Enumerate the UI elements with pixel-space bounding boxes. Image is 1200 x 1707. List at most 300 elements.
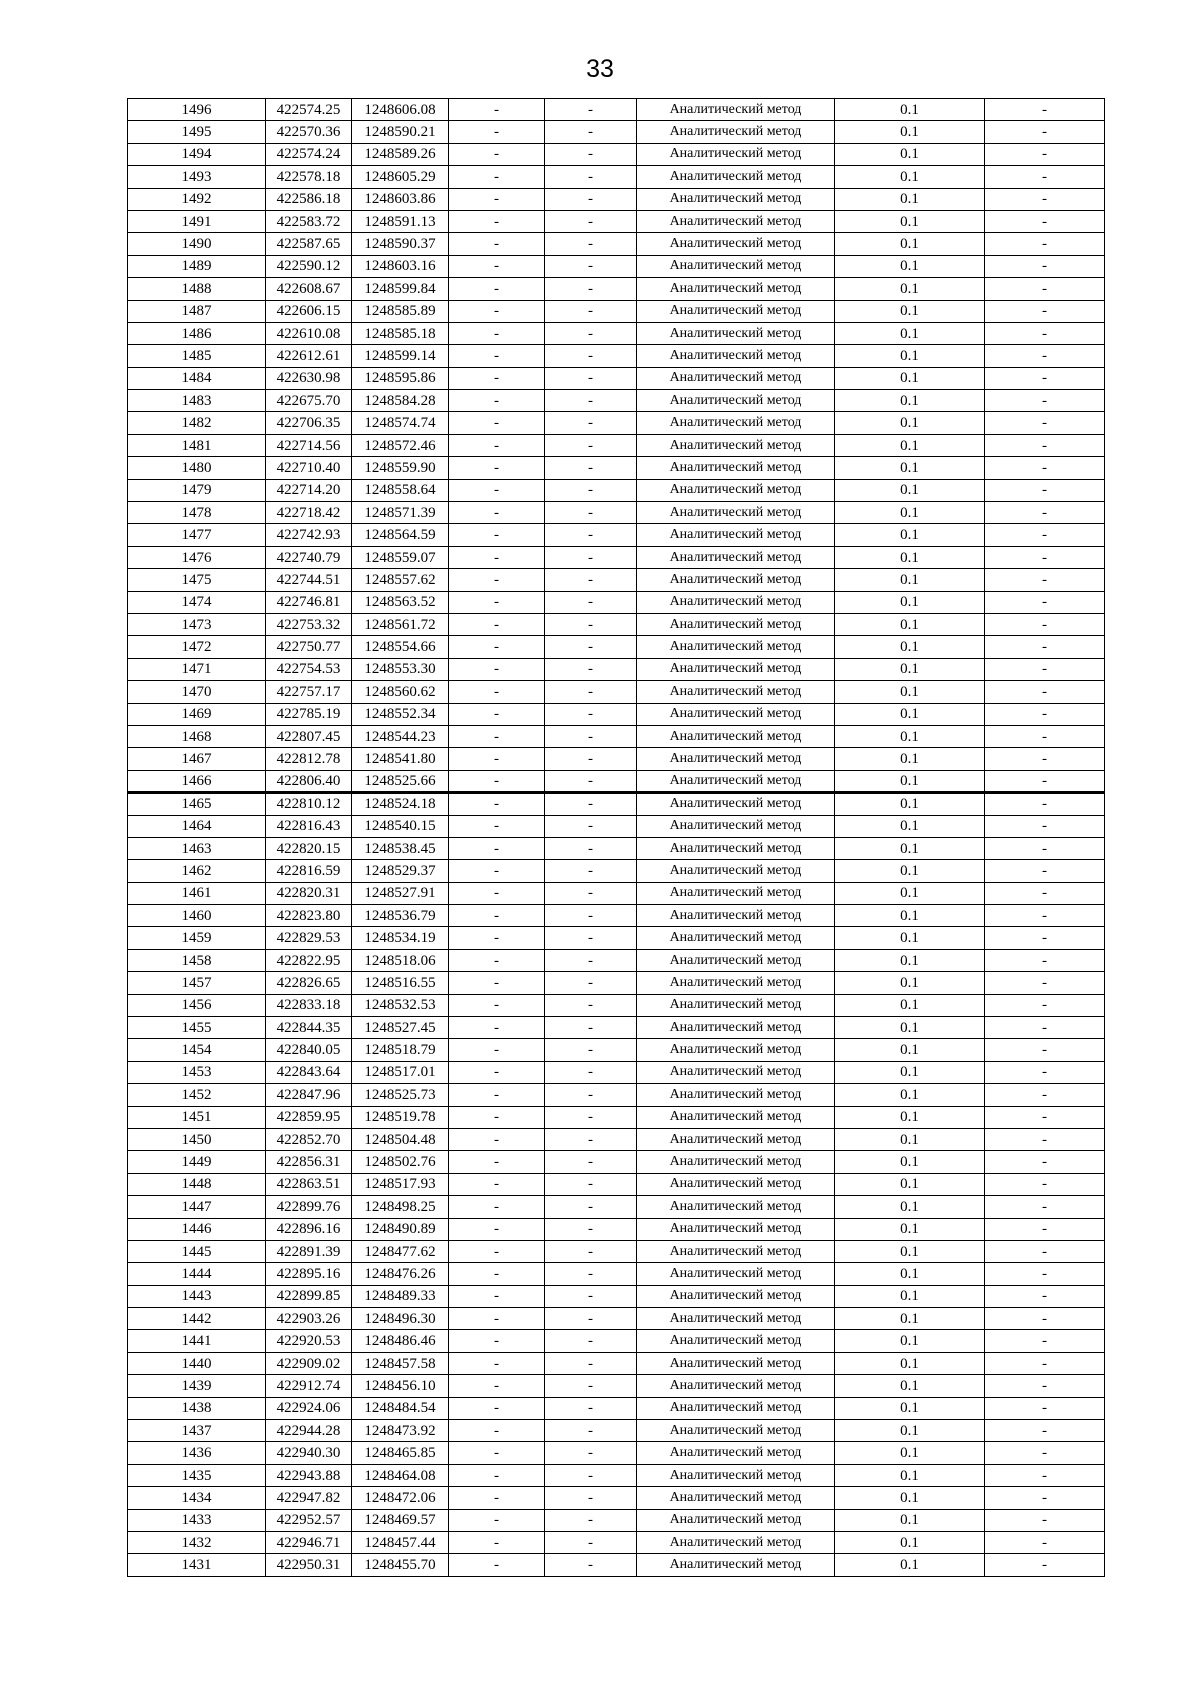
table-row — [128, 1017, 1105, 1039]
cell-col-dash-3: - — [985, 546, 1105, 568]
table-row — [128, 546, 1105, 568]
cell-x-coordinate: 422891.39 — [266, 1240, 352, 1262]
cell-accuracy: 0.1 — [835, 927, 985, 949]
table-row — [128, 658, 1105, 680]
cell-col-dash-2: - — [545, 1039, 637, 1061]
cell-col-dash-2: - — [545, 412, 637, 434]
cell-col-dash-3: - — [985, 613, 1105, 635]
cell-y-coordinate: 1248532.53 — [352, 994, 449, 1016]
cell-point-number: 1479 — [128, 479, 266, 501]
cell-accuracy: 0.1 — [835, 1554, 985, 1576]
cell-col-dash-3: - — [985, 367, 1105, 389]
cell-col-dash-1: - — [449, 322, 545, 344]
cell-accuracy: 0.1 — [835, 905, 985, 927]
cell-col-dash-3: - — [985, 1218, 1105, 1240]
cell-y-coordinate: 1248560.62 — [352, 681, 449, 703]
cell-accuracy: 0.1 — [835, 434, 985, 456]
cell-col-dash-1: - — [449, 1240, 545, 1262]
cell-col-dash-2: - — [545, 793, 637, 815]
table-row — [128, 1084, 1105, 1106]
table-row — [128, 233, 1105, 255]
cell-accuracy: 0.1 — [835, 278, 985, 300]
cell-col-dash-3: - — [985, 725, 1105, 747]
cell-col-dash-2: - — [545, 1151, 637, 1173]
cell-col-dash-2: - — [545, 882, 637, 904]
cell-col-dash-2: - — [545, 1420, 637, 1442]
cell-x-coordinate: 422899.76 — [266, 1196, 352, 1218]
cell-point-number: 1483 — [128, 390, 266, 412]
table-row — [128, 994, 1105, 1016]
cell-point-number: 1469 — [128, 703, 266, 725]
cell-point-number: 1463 — [128, 837, 266, 859]
cell-col-dash-2: - — [545, 1240, 637, 1262]
cell-method: Аналитический метод — [637, 1352, 835, 1374]
cell-col-dash-3: - — [985, 972, 1105, 994]
cell-method: Аналитический метод — [637, 882, 835, 904]
cell-x-coordinate: 422807.45 — [266, 725, 352, 747]
cell-col-dash-2: - — [545, 434, 637, 456]
cell-col-dash-2: - — [545, 322, 637, 344]
cell-x-coordinate: 422750.77 — [266, 636, 352, 658]
cell-col-dash-2: - — [545, 972, 637, 994]
cell-y-coordinate: 1248464.08 — [352, 1464, 449, 1486]
cell-point-number: 1467 — [128, 748, 266, 770]
table-row — [128, 1218, 1105, 1240]
table-row — [128, 278, 1105, 300]
table-row — [128, 255, 1105, 277]
cell-y-coordinate: 1248490.89 — [352, 1218, 449, 1240]
cell-accuracy: 0.1 — [835, 949, 985, 971]
cell-accuracy: 0.1 — [835, 300, 985, 322]
cell-col-dash-1: - — [449, 479, 545, 501]
cell-y-coordinate: 1248544.23 — [352, 725, 449, 747]
cell-col-dash-3: - — [985, 233, 1105, 255]
cell-col-dash-1: - — [449, 1420, 545, 1442]
cell-x-coordinate: 422920.53 — [266, 1330, 352, 1352]
cell-col-dash-2: - — [545, 725, 637, 747]
cell-col-dash-3: - — [985, 1061, 1105, 1083]
cell-x-coordinate: 422829.53 — [266, 927, 352, 949]
cell-col-dash-3: - — [985, 1375, 1105, 1397]
cell-x-coordinate: 422714.20 — [266, 479, 352, 501]
cell-y-coordinate: 1248472.06 — [352, 1487, 449, 1509]
cell-col-dash-1: - — [449, 1375, 545, 1397]
cell-point-number: 1449 — [128, 1151, 266, 1173]
cell-method: Аналитический метод — [637, 255, 835, 277]
cell-y-coordinate: 1248517.93 — [352, 1173, 449, 1195]
cell-method: Аналитический метод — [637, 188, 835, 210]
cell-accuracy: 0.1 — [835, 1330, 985, 1352]
cell-col-dash-1: - — [449, 972, 545, 994]
table-row — [128, 1285, 1105, 1307]
cell-col-dash-1: - — [449, 188, 545, 210]
table-row — [128, 322, 1105, 344]
cell-x-coordinate: 422574.25 — [266, 99, 352, 121]
cell-accuracy: 0.1 — [835, 367, 985, 389]
table-row — [128, 1061, 1105, 1083]
cell-accuracy: 0.1 — [835, 390, 985, 412]
cell-col-dash-1: - — [449, 255, 545, 277]
cell-method: Аналитический метод — [637, 143, 835, 165]
cell-col-dash-1: - — [449, 546, 545, 568]
cell-col-dash-3: - — [985, 479, 1105, 501]
cell-col-dash-2: - — [545, 1128, 637, 1150]
cell-point-number: 1473 — [128, 613, 266, 635]
cell-method: Аналитический метод — [637, 1218, 835, 1240]
cell-method: Аналитический метод — [637, 1285, 835, 1307]
cell-col-dash-1: - — [449, 703, 545, 725]
cell-col-dash-1: - — [449, 636, 545, 658]
cell-method: Аналитический метод — [637, 748, 835, 770]
cell-y-coordinate: 1248557.62 — [352, 569, 449, 591]
cell-method: Аналитический метод — [637, 345, 835, 367]
cell-y-coordinate: 1248554.66 — [352, 636, 449, 658]
cell-col-dash-2: - — [545, 927, 637, 949]
table-row — [128, 121, 1105, 143]
cell-col-dash-2: - — [545, 591, 637, 613]
cell-col-dash-3: - — [985, 1084, 1105, 1106]
cell-point-number: 1470 — [128, 681, 266, 703]
coordinates-table — [127, 98, 1105, 1577]
cell-method: Аналитический метод — [637, 524, 835, 546]
cell-accuracy: 0.1 — [835, 1263, 985, 1285]
cell-method: Аналитический метод — [637, 367, 835, 389]
cell-col-dash-2: - — [545, 1375, 637, 1397]
cell-x-coordinate: 422822.95 — [266, 949, 352, 971]
cell-accuracy: 0.1 — [835, 1487, 985, 1509]
cell-col-dash-2: - — [545, 994, 637, 1016]
cell-x-coordinate: 422863.51 — [266, 1173, 352, 1195]
table-row — [128, 636, 1105, 658]
cell-col-dash-1: - — [449, 1151, 545, 1173]
cell-x-coordinate: 422570.36 — [266, 121, 352, 143]
cell-col-dash-3: - — [985, 927, 1105, 949]
cell-y-coordinate: 1248553.30 — [352, 658, 449, 680]
cell-accuracy: 0.1 — [835, 1352, 985, 1374]
cell-col-dash-2: - — [545, 300, 637, 322]
cell-accuracy: 0.1 — [835, 703, 985, 725]
cell-method: Аналитический метод — [637, 1308, 835, 1330]
cell-col-dash-2: - — [545, 1397, 637, 1419]
cell-y-coordinate: 1248529.37 — [352, 860, 449, 882]
table-row — [128, 1554, 1105, 1576]
cell-accuracy: 0.1 — [835, 770, 985, 792]
cell-point-number: 1459 — [128, 927, 266, 949]
cell-method: Аналитический метод — [637, 1196, 835, 1218]
cell-method: Аналитический метод — [637, 658, 835, 680]
cell-col-dash-3: - — [985, 703, 1105, 725]
cell-x-coordinate: 422950.31 — [266, 1554, 352, 1576]
cell-y-coordinate: 1248599.84 — [352, 278, 449, 300]
cell-col-dash-3: - — [985, 1263, 1105, 1285]
cell-y-coordinate: 1248457.44 — [352, 1532, 449, 1554]
cell-point-number: 1485 — [128, 345, 266, 367]
cell-point-number: 1456 — [128, 994, 266, 1016]
cell-point-number: 1461 — [128, 882, 266, 904]
cell-accuracy: 0.1 — [835, 636, 985, 658]
cell-point-number: 1472 — [128, 636, 266, 658]
cell-method: Аналитический метод — [637, 390, 835, 412]
cell-point-number: 1455 — [128, 1017, 266, 1039]
table-row — [128, 1263, 1105, 1285]
cell-col-dash-1: - — [449, 860, 545, 882]
table-row — [128, 367, 1105, 389]
cell-x-coordinate: 422895.16 — [266, 1263, 352, 1285]
cell-method: Аналитический метод — [637, 613, 835, 635]
cell-col-dash-3: - — [985, 502, 1105, 524]
cell-col-dash-1: - — [449, 905, 545, 927]
cell-col-dash-2: - — [545, 1554, 637, 1576]
cell-x-coordinate: 422840.05 — [266, 1039, 352, 1061]
cell-point-number: 1433 — [128, 1509, 266, 1531]
table-row — [128, 815, 1105, 837]
table-row — [128, 1330, 1105, 1352]
cell-col-dash-3: - — [985, 390, 1105, 412]
cell-col-dash-2: - — [545, 546, 637, 568]
cell-method: Аналитический метод — [637, 457, 835, 479]
cell-accuracy: 0.1 — [835, 479, 985, 501]
cell-point-number: 1444 — [128, 1263, 266, 1285]
cell-method: Аналитический метод — [637, 860, 835, 882]
cell-method: Аналитический метод — [637, 1084, 835, 1106]
cell-accuracy: 0.1 — [835, 345, 985, 367]
cell-point-number: 1495 — [128, 121, 266, 143]
cell-point-number: 1436 — [128, 1442, 266, 1464]
table-row — [128, 166, 1105, 188]
cell-accuracy: 0.1 — [835, 1173, 985, 1195]
cell-point-number: 1478 — [128, 502, 266, 524]
cell-y-coordinate: 1248496.30 — [352, 1308, 449, 1330]
cell-accuracy: 0.1 — [835, 591, 985, 613]
cell-method: Аналитический метод — [637, 994, 835, 1016]
cell-col-dash-3: - — [985, 1017, 1105, 1039]
cell-point-number: 1481 — [128, 434, 266, 456]
table-row — [128, 1308, 1105, 1330]
cell-y-coordinate: 1248455.70 — [352, 1554, 449, 1576]
table-row — [128, 703, 1105, 725]
cell-point-number: 1496 — [128, 99, 266, 121]
cell-col-dash-3: - — [985, 345, 1105, 367]
cell-y-coordinate: 1248540.15 — [352, 815, 449, 837]
cell-point-number: 1453 — [128, 1061, 266, 1083]
cell-col-dash-3: - — [985, 1151, 1105, 1173]
cell-col-dash-3: - — [985, 322, 1105, 344]
cell-y-coordinate: 1248572.46 — [352, 434, 449, 456]
cell-accuracy: 0.1 — [835, 1442, 985, 1464]
cell-x-coordinate: 422856.31 — [266, 1151, 352, 1173]
cell-method: Аналитический метод — [637, 1061, 835, 1083]
cell-col-dash-1: - — [449, 524, 545, 546]
cell-col-dash-1: - — [449, 613, 545, 635]
cell-point-number: 1441 — [128, 1330, 266, 1352]
cell-point-number: 1465 — [128, 793, 266, 815]
cell-x-coordinate: 422742.93 — [266, 524, 352, 546]
cell-accuracy: 0.1 — [835, 1106, 985, 1128]
cell-col-dash-1: - — [449, 1128, 545, 1150]
cell-x-coordinate: 422844.35 — [266, 1017, 352, 1039]
cell-col-dash-2: - — [545, 681, 637, 703]
table-row — [128, 1375, 1105, 1397]
cell-col-dash-1: - — [449, 1509, 545, 1531]
table-row — [128, 1532, 1105, 1554]
cell-point-number: 1480 — [128, 457, 266, 479]
cell-col-dash-2: - — [545, 210, 637, 232]
cell-col-dash-1: - — [449, 412, 545, 434]
table-row — [128, 412, 1105, 434]
cell-x-coordinate: 422859.95 — [266, 1106, 352, 1128]
cell-col-dash-1: - — [449, 1263, 545, 1285]
table-row — [128, 882, 1105, 904]
cell-x-coordinate: 422608.67 — [266, 278, 352, 300]
cell-col-dash-2: - — [545, 188, 637, 210]
cell-y-coordinate: 1248527.91 — [352, 882, 449, 904]
table-row — [128, 591, 1105, 613]
cell-y-coordinate: 1248534.19 — [352, 927, 449, 949]
cell-accuracy: 0.1 — [835, 1196, 985, 1218]
cell-col-dash-2: - — [545, 1509, 637, 1531]
cell-accuracy: 0.1 — [835, 412, 985, 434]
cell-method: Аналитический метод — [637, 1039, 835, 1061]
cell-point-number: 1457 — [128, 972, 266, 994]
cell-y-coordinate: 1248559.90 — [352, 457, 449, 479]
cell-col-dash-2: - — [545, 457, 637, 479]
cell-method: Аналитический метод — [637, 546, 835, 568]
cell-method: Аналитический метод — [637, 681, 835, 703]
cell-x-coordinate: 422903.26 — [266, 1308, 352, 1330]
cell-col-dash-3: - — [985, 1554, 1105, 1576]
cell-method: Аналитический метод — [637, 1173, 835, 1195]
cell-accuracy: 0.1 — [835, 121, 985, 143]
cell-point-number: 1447 — [128, 1196, 266, 1218]
table-row — [128, 837, 1105, 859]
cell-col-dash-2: - — [545, 121, 637, 143]
cell-method: Аналитический метод — [637, 479, 835, 501]
cell-col-dash-2: - — [545, 1308, 637, 1330]
cell-col-dash-1: - — [449, 1308, 545, 1330]
cell-col-dash-1: - — [449, 1173, 545, 1195]
cell-x-coordinate: 422744.51 — [266, 569, 352, 591]
cell-accuracy: 0.1 — [835, 210, 985, 232]
cell-col-dash-1: - — [449, 345, 545, 367]
cell-y-coordinate: 1248559.07 — [352, 546, 449, 568]
cell-col-dash-1: - — [449, 233, 545, 255]
cell-y-coordinate: 1248585.18 — [352, 322, 449, 344]
cell-col-dash-2: - — [545, 658, 637, 680]
table-row — [128, 457, 1105, 479]
cell-accuracy: 0.1 — [835, 1039, 985, 1061]
cell-x-coordinate: 422757.17 — [266, 681, 352, 703]
cell-col-dash-1: - — [449, 725, 545, 747]
cell-method: Аналитический метод — [637, 636, 835, 658]
cell-col-dash-1: - — [449, 837, 545, 859]
cell-y-coordinate: 1248525.73 — [352, 1084, 449, 1106]
cell-col-dash-1: - — [449, 1196, 545, 1218]
cell-col-dash-3: - — [985, 837, 1105, 859]
table-row — [128, 188, 1105, 210]
table-row — [128, 793, 1105, 815]
cell-y-coordinate: 1248561.72 — [352, 613, 449, 635]
cell-col-dash-3: - — [985, 1420, 1105, 1442]
cell-col-dash-3: - — [985, 1173, 1105, 1195]
cell-col-dash-1: - — [449, 1464, 545, 1486]
table-row — [128, 390, 1105, 412]
cell-point-number: 1440 — [128, 1352, 266, 1374]
cell-y-coordinate: 1248504.48 — [352, 1128, 449, 1150]
cell-accuracy: 0.1 — [835, 166, 985, 188]
cell-accuracy: 0.1 — [835, 569, 985, 591]
cell-point-number: 1475 — [128, 569, 266, 591]
cell-col-dash-1: - — [449, 994, 545, 1016]
table-row — [128, 300, 1105, 322]
cell-col-dash-2: - — [545, 278, 637, 300]
cell-point-number: 1439 — [128, 1375, 266, 1397]
cell-x-coordinate: 422806.40 — [266, 770, 352, 792]
cell-col-dash-1: - — [449, 1106, 545, 1128]
table-row — [128, 1128, 1105, 1150]
cell-method: Аналитический метод — [637, 1464, 835, 1486]
cell-method: Аналитический метод — [637, 233, 835, 255]
cell-col-dash-3: - — [985, 1442, 1105, 1464]
cell-col-dash-3: - — [985, 994, 1105, 1016]
cell-x-coordinate: 422816.43 — [266, 815, 352, 837]
cell-point-number: 1437 — [128, 1420, 266, 1442]
cell-point-number: 1464 — [128, 815, 266, 837]
cell-col-dash-3: - — [985, 793, 1105, 815]
cell-col-dash-1: - — [449, 1352, 545, 1374]
cell-method: Аналитический метод — [637, 1263, 835, 1285]
table-row — [128, 725, 1105, 747]
cell-method: Аналитический метод — [637, 1240, 835, 1262]
cell-col-dash-2: - — [545, 390, 637, 412]
table-row — [128, 502, 1105, 524]
cell-accuracy: 0.1 — [835, 546, 985, 568]
cell-col-dash-3: - — [985, 1397, 1105, 1419]
cell-accuracy: 0.1 — [835, 860, 985, 882]
table-row — [128, 905, 1105, 927]
cell-col-dash-2: - — [545, 569, 637, 591]
cell-col-dash-3: - — [985, 1308, 1105, 1330]
cell-col-dash-3: - — [985, 1464, 1105, 1486]
cell-col-dash-3: - — [985, 1509, 1105, 1531]
cell-x-coordinate: 422826.65 — [266, 972, 352, 994]
table-row — [128, 1240, 1105, 1262]
cell-method: Аналитический метод — [637, 1554, 835, 1576]
cell-method: Аналитический метод — [637, 1017, 835, 1039]
cell-col-dash-1: - — [449, 770, 545, 792]
table-row — [128, 1420, 1105, 1442]
cell-x-coordinate: 422899.85 — [266, 1285, 352, 1307]
cell-y-coordinate: 1248498.25 — [352, 1196, 449, 1218]
cell-col-dash-2: - — [545, 1487, 637, 1509]
cell-y-coordinate: 1248564.59 — [352, 524, 449, 546]
cell-x-coordinate: 422675.70 — [266, 390, 352, 412]
cell-point-number: 1482 — [128, 412, 266, 434]
cell-x-coordinate: 422574.24 — [266, 143, 352, 165]
cell-col-dash-2: - — [545, 1173, 637, 1195]
cell-method: Аналитический метод — [637, 300, 835, 322]
cell-col-dash-3: - — [985, 1487, 1105, 1509]
cell-col-dash-1: - — [449, 300, 545, 322]
cell-method: Аналитический метод — [637, 1330, 835, 1352]
cell-x-coordinate: 422944.28 — [266, 1420, 352, 1442]
cell-x-coordinate: 422706.35 — [266, 412, 352, 434]
cell-col-dash-3: - — [985, 1196, 1105, 1218]
cell-y-coordinate: 1248599.14 — [352, 345, 449, 367]
cell-col-dash-3: - — [985, 1039, 1105, 1061]
table-row — [128, 1509, 1105, 1531]
cell-col-dash-2: - — [545, 1263, 637, 1285]
cell-col-dash-1: - — [449, 748, 545, 770]
